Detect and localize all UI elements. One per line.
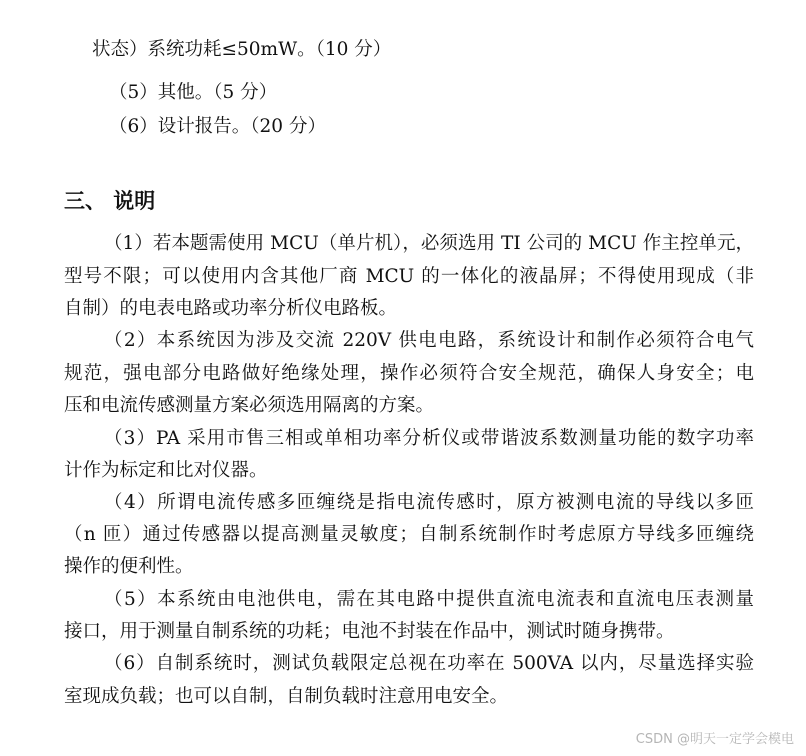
paragraph-6-line-2: 室现成负载；也可以自制，自制负载时注意用电安全。 (64, 686, 509, 707)
paragraph-1-line-2: 型号不限；可以使用内含其他厂商 MCU 的一体化的液晶屏；不得使用现成（非 (64, 266, 754, 287)
paragraph-1-line-3: 自制）的电表电路或功率分析仪电路板。 (64, 298, 398, 319)
top-item-report: （6）设计报告。（20 分） (109, 116, 326, 137)
top-item-power: 状态）系统功耗≤50mW。（10 分） (92, 39, 392, 60)
paragraph-3-line-2: 计作为标定和比对仪器。 (64, 460, 268, 481)
paragraph-2-line-2: 规范，强电部分电路做好绝缘处理，操作必须符合安全规范，确保人身安全；电 (64, 363, 754, 384)
paragraph-2-line-1: （2）本系统因为涉及交流 220V 供电电路，系统设计和制作必须符合电气 (104, 330, 754, 351)
paragraph-2-line-3: 压和电流传感测量方案必须选用隔离的方案。 (64, 395, 435, 416)
top-item-other: （5）其他。（5 分） (109, 82, 278, 103)
paragraph-4-line-3: 操作的便利性。 (64, 556, 194, 577)
paragraph-1-line-1: （1）若本题需使用 MCU（单片机），必须选用 TI 公司的 MCU 作主控单元， (104, 233, 754, 254)
paragraph-3-line-1: （3）PA 采用市售三相或单相功率分析仪或带谐波系数测量功能的数字功率 (104, 428, 754, 449)
paragraph-4-line-2: （n 匝）通过传感器以提高测量灵敏度；自制系统制作时考虑原方导线多匝缠绕 (64, 524, 754, 545)
paragraph-6-line-1: （6）自制系统时，测试负载限定总视在功率在 500VA 以内，尽量选择实验 (104, 653, 754, 674)
paragraph-4-line-1: （4）所谓电流传感多匝缠绕是指电流传感时，原方被测电流的导线以多匝 (104, 492, 754, 513)
paragraph-5-line-1: （5）本系统由电池供电，需在其电路中提供直流电流表和直流电压表测量 (104, 589, 754, 610)
section-heading: 三、 说明 (64, 189, 156, 213)
paragraph-5-line-2: 接口，用于测量自制系统的功耗；电池不封装在作品中，测试时随身携带。 (64, 621, 675, 642)
csdn-watermark: CSDN @明天一定学会模电 (635, 732, 794, 747)
